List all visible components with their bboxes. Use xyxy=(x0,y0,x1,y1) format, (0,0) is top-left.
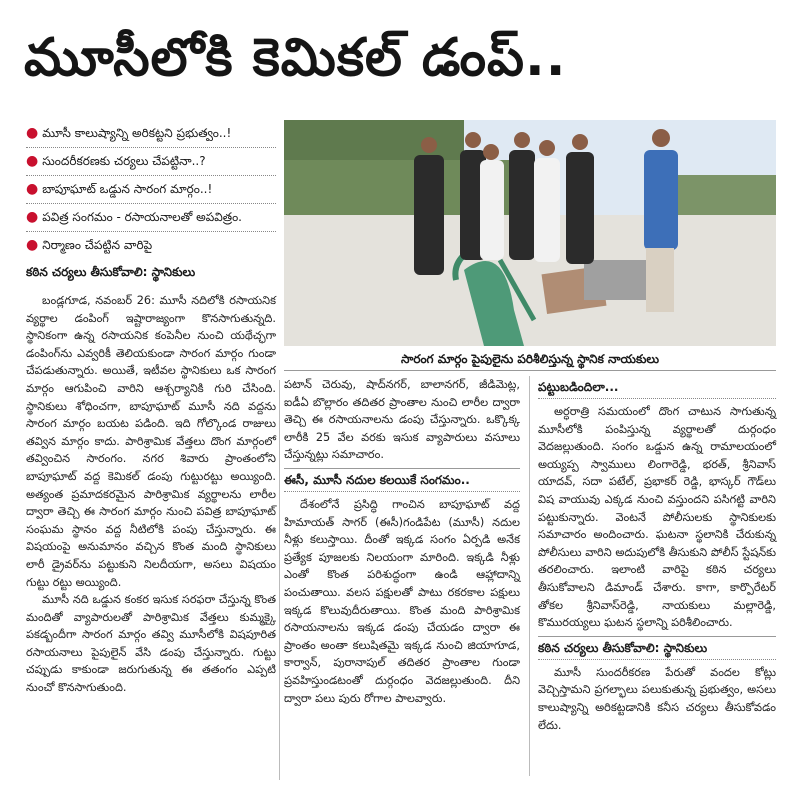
bullet-item xyxy=(26,148,276,176)
bullet-item xyxy=(26,176,276,204)
bullet-item xyxy=(26,120,276,148)
paragraph: అర్ధరాత్రి సమయంలో దొంగ చాటున సాగుతున్న మూసీలోకి పంపిస్తున్న వ్యర్థాలతో దుర్గంధం వెదజల్లుతుంది. సంగం ఒడ్డున ఉన్న రామాలయంలో అయ్యప్ప స్వాములు లింగారెడ్డి, భరత్, శ్రీనివాస్ యాదవ్, సదా పటేల్, ప్రభాకర్ రెడ్డి, భాస్కర్ గౌడ్‌లు విష వాయువు ఎక్కడ నుంచి వస్తుందని పసిగట్టి వారిని పట్టుకున్నారు. వెంటనే పోలీసులకు స్థానికులకు సమాచారం అందించారు. ఘటనా స్థలానికి చేరుకున్న పోలీసులు వారిని అదుపులోకి తీసుకుని పోలీస్ స్టేషన్‌కు తరలించారు. ఇలాంటి వారిపై కఠిన చర్యలు తీసుకోవాలని డిమాండ్ చేశారు. కాగా, కార్పొరేటర్ తోకల శ్రీనివాస్‌రెడ్డి, నాయకులు మల్లారెడ్డి, కొమురయ్యలు ఘటన స్థలాన్ని పరిశీలించారు. xyxy=(538,405,776,630)
bullet-text: పవిత్ర సంగమం - రసాయనాలతో అపవిత్రం. xyxy=(42,210,242,224)
bullet-dot-icon: ● xyxy=(26,153,39,169)
paragraph: పటాన్ చెరువు, షాద్‌నగర్, బాలానగర్, జీడిమెట్ల, ఐడీఏ బొల్లారం తదితర ప్రాంతాల నుంచి లారీల ద్వారా తెచ్చి ఈ రసాయనాలను డంపు చేస్తున్నారు. ఒక్కొక్క లారీకి 25 వేల వరకు ఇసుక వ్యాపారులు వసూలు చేస్తున్నట్లు సమాచారం. xyxy=(284,378,520,462)
bullet-dot-icon: ● xyxy=(26,237,39,253)
bullet-item xyxy=(26,232,276,259)
article-column-1 xyxy=(26,292,276,697)
news-photo xyxy=(284,120,776,346)
bullet-continuation: కఠిన చర్యలు తీసుకోవాలి: స్థానికులు xyxy=(26,265,196,279)
column-divider xyxy=(529,376,530,776)
section-heading: పట్టుబడిందిలా... xyxy=(538,376,776,399)
column-divider xyxy=(279,380,280,780)
paragraph: బండ్లగూడ, నవంబర్ 26: మూసీ నదిలోకి రసాయనిక వ్యర్థాల డంపింగ్ ఇష్టారాజ్యంగా కొనసాగుతున్నది. స్థానికంగా ఉన్న రసాయనిక కంపెనీల నుంచి యథేచ్ఛగా డంపింగ్‌ను ఎవ్వరికీ తెలియకుండా సారంగ మార్గం గుండా చేపడుతున్నారు. అయితే, ఇటీవల స్థానికులు ఒక సారంగ మార్గం ఆగుపించి వారిని ఆశ్చర్యానికి గురి చేసింది. స్థానికులు శోధించగా, బాపూఘాట్ మూసీ నది వద్దను సారంగ మార్గం బయట పడింది. ఇది గోల్కొండ రాజులు తవ్విన మార్గం కాదు. పారిశ్రామిక వేత్తలు దొంగ మార్గంలో తవ్వించిన సారంగం. నగర శివారు ప్రాంతంలోని బాపూఘాట్ వద్ద కెమికల్ డంపు గుట్టురట్టు అయ్యింది. అత్యంత ప్రమాదకరమైన పారిశ్రామిక వ్యర్థాలను లారీల ద్వారా తెచ్చి ఈ సారంగ మార్గం నుంచి పవిత్ర బాపూఘాట్ సంఘమ స్థానం వద్ద నీటిలోకి పంపు చేస్తున్నారు. ఈ విషయంపై అనుమానం వచ్చిన కొంత మంది స్థానికులు లారీ డ్రైవర్‌ను పట్టుకుని నిలదీయగా, అసలు విషయం గుట్టు రట్టు అయ్యింది. xyxy=(26,294,276,589)
bullet-text: సుందరీకరణకు చర్యలు చేపట్టినా..? xyxy=(42,154,206,168)
bullet-item xyxy=(26,204,276,232)
article-column-2 xyxy=(284,376,520,707)
paragraph: దేశంలోనే ప్రసిద్ధి గాంచిన బాపూఘాట్ వద్ద హిమాయత్ సాగర్ (ఈసీ)గండిపేట (మూసీ) నదుల నీళ్లు కలుస్తాయి. దీంతో ఇక్కడ సంగం ఏర్పడి అనేక ప్రత్యేక పూజలకు నిలయంగా మారింది. ఇక్కడి నీళ్లు ఎంతో కొంత పరిశుద్ధంగా ఉండి ఆహ్లాదాన్ని పంచుతాయి. వలస పక్షులతో పాటు రకరకాల పక్షులు ఇక్కడ కొలువుదీరుతాయి. కొంత మంది పారిశ్రామిక రసాయనాలను ఇక్కడ డంపు చేయడం ద్వారా ఈ ప్రాంతం అంతా కలుషితమై ఇక్కడ నుంచి జియాగూడ, కార్వాన్, పురానాపుల్ తదితర ప్రాంతాల గుండా ప్రవహిస్తుండటంతో దుర్గంధం వెదజల్లుతుంది. దీని ద్వారా పలు పురు రోగాల పాలవ్వారు. xyxy=(284,497,520,705)
article-column-3 xyxy=(538,376,776,734)
bullet-text: నిర్మాణం చేపట్టిన వారిపై xyxy=(42,238,153,252)
bullet-text: మూసీ కాలుష్యాన్ని అరికట్టని ప్రభుత్వం..! xyxy=(42,126,232,140)
photo-illustration xyxy=(284,120,776,346)
headline: మూసీలోకి కెమికల్ డంప్.. xyxy=(24,28,567,88)
bullet-dot-icon: ● xyxy=(26,209,39,225)
section-heading: కఠిన చర్యలు తీసుకోవాలి: స్థానికులు xyxy=(538,636,776,660)
photo-caption: సారంగ మార్గం పైపులైను పరిశీలిస్తున్న స్థానిక నాయకులు xyxy=(284,348,776,371)
bullet-dot-icon: ● xyxy=(26,125,39,141)
paragraph: మూసీ నది ఒడ్డున కంకర ఇసుక సరఫరా చేస్తున్న కొంత మందితో వ్యాపారులతో పారిశ్రామిక వేత్తలు కుమ్మక్కై పకడ్బందీగా సారంగ మార్గం తవ్వి మూసీలోకి విషపూరిత రసాయనాలు పైపులైన్ వేసి డంపు చేస్తున్నారు. గుట్టు చప్పుడు కాకుండా జరుగుతున్న ఈ తతంగం ఎప్పటి నుంచో కొనసాగుతుంది. xyxy=(26,593,276,695)
bullet-dot-icon: ● xyxy=(26,181,39,197)
bullet-text: బాపూఘాట్ ఒడ్డున సారంగ మార్గం..! xyxy=(42,182,213,196)
bullet-list xyxy=(26,120,276,285)
section-heading: ఈసీ, మూసీ నదుల కలయికే సంగమం.. xyxy=(284,468,520,492)
paragraph: మూసీ సుందరీకరణ పేరుతో వందల కోట్లు వెచ్చిస్తామని ప్రగల్భాలు పలుకుతున్న ప్రభుత్వం, అసలు కాలుష్యాన్ని అరికట్టడానికి కనీస చర్యలు తీసుకోవడం లేదు. xyxy=(538,665,776,732)
